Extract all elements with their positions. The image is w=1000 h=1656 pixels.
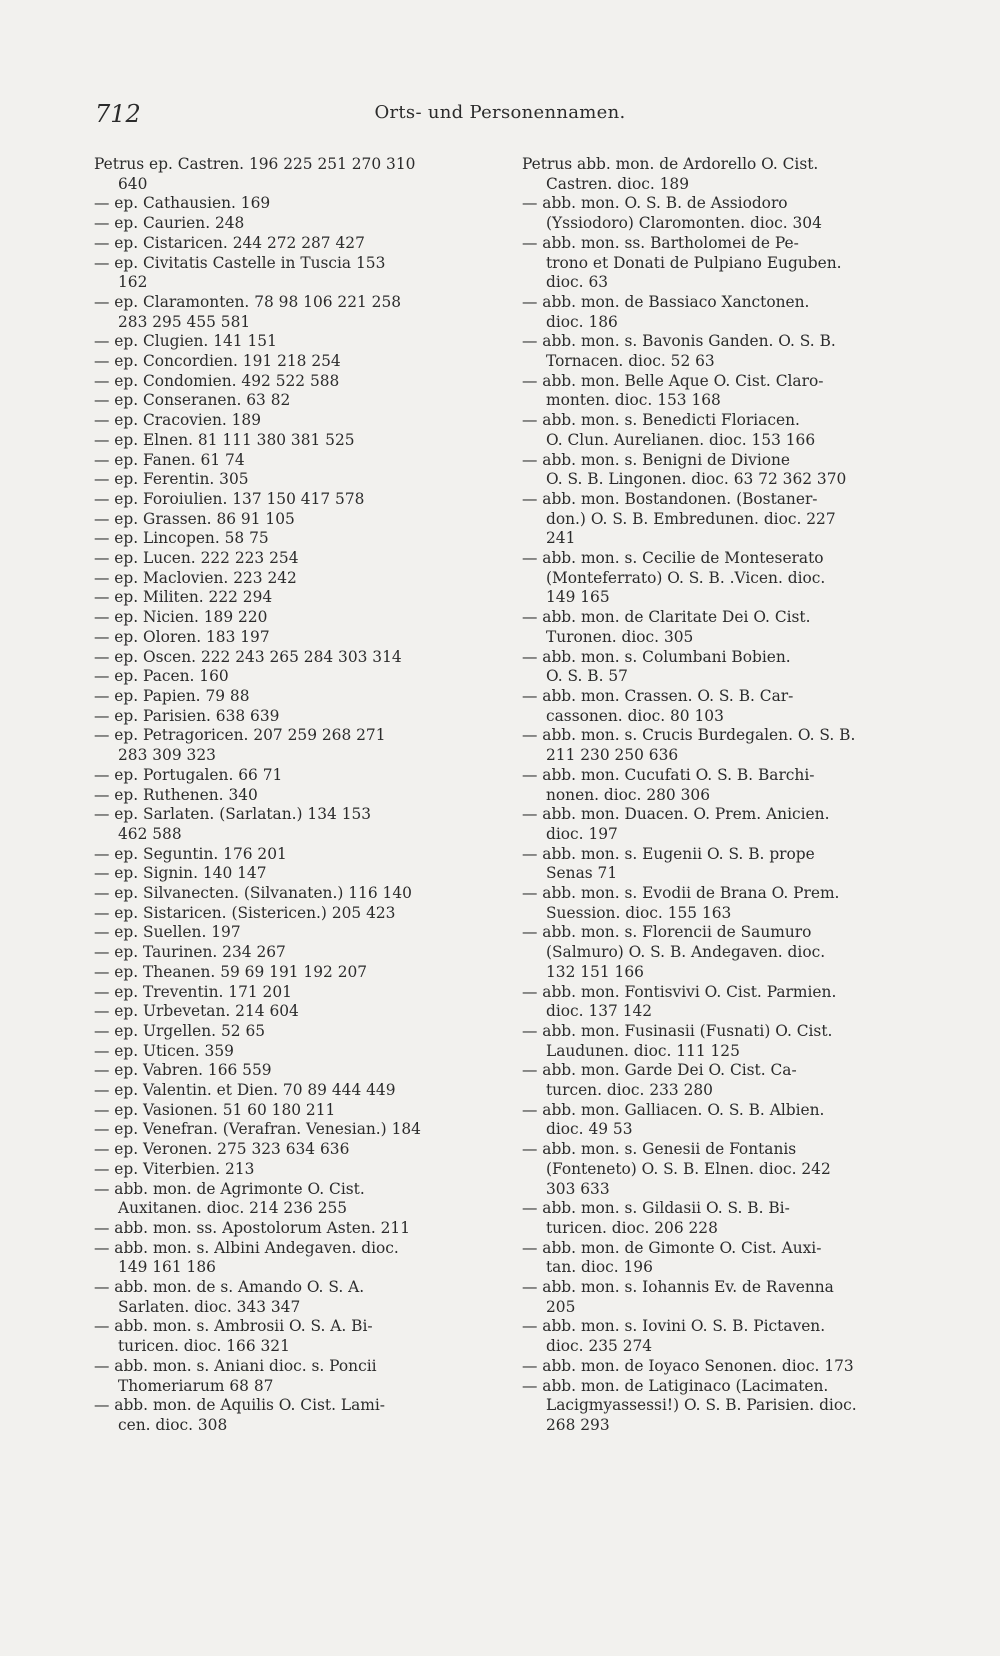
index-entry-line: — ep. Vabren. 166 559 (94, 1061, 272, 1080)
index-entry-line: — abb. mon. de Aquilis O. Cist. Lami- (94, 1396, 385, 1415)
index-entry (94, 1278, 487, 1317)
index-entry-line: — abb. mon. s. Gildasii O. S. B. Bi- (522, 1199, 790, 1218)
index-entry-line: — ep. Concordien. 191 218 254 (94, 352, 341, 371)
index-entry (522, 1278, 922, 1317)
index-entry-line: — ep. Ferentin. 305 (94, 470, 249, 489)
index-entry-line: 162 (118, 273, 148, 292)
index-entry (94, 549, 487, 569)
index-entry-line: cen. dioc. 308 (118, 1416, 228, 1434)
index-entry (94, 608, 487, 628)
index-entry-line: don.) O. S. B. Embredunen. dioc. 227 (546, 509, 836, 528)
index-entry (94, 1002, 487, 1022)
index-entry (522, 1357, 922, 1377)
index-entry-line: — abb. mon. s. Evodii de Brana O. Prem. (522, 884, 840, 903)
index-entry-line: — abb. mon. s. Columbani Bobien. (522, 647, 791, 666)
index-entry-line: 205 (546, 1297, 576, 1316)
index-entry (94, 1357, 487, 1396)
index-entry-line: 303 633 (546, 1179, 610, 1198)
index-entry-line: — abb. mon. de Bassiaco Xanctonen. (522, 292, 810, 311)
index-entry (522, 1199, 922, 1238)
index-entry (94, 332, 487, 352)
index-entry-line: trono et Donati de Pulpiano Euguben. (546, 253, 842, 272)
index-entry (94, 1160, 487, 1180)
index-entry-line: dioc. 235 274 (546, 1337, 653, 1356)
index-entry (522, 805, 922, 844)
index-entry (522, 845, 922, 884)
index-entry (522, 648, 922, 687)
index-entry (94, 726, 487, 765)
index-entry (94, 667, 487, 687)
index-entry-line: nonen. dioc. 280 306 (546, 785, 710, 804)
index-entry (94, 569, 487, 589)
index-entry (94, 707, 487, 727)
index-entry (94, 864, 487, 884)
index-entry-line: — ep. Cistaricen. 244 272 287 427 (94, 233, 365, 252)
index-entry-line: Tornacen. dioc. 52 63 (546, 352, 715, 371)
index-entry (522, 983, 922, 1022)
index-entry (94, 845, 487, 865)
index-entry (94, 490, 487, 510)
index-entry (94, 431, 487, 451)
index-entry-line: — ep. Treventin. 171 201 (94, 982, 292, 1001)
index-entry-line: 132 151 166 (546, 962, 644, 981)
index-entry-line: — abb. mon. de Claritate Dei O. Cist. (522, 608, 811, 627)
index-entry-line: — ep. Claramonten. 78 98 106 221 258 (94, 292, 402, 311)
index-entry-line: — ep. Viterbien. 213 (94, 1159, 255, 1178)
index-entry (522, 766, 922, 805)
index-entry-line: — ep. Seguntin. 176 201 (94, 844, 287, 863)
index-entry-line: — abb. mon. de s. Amando O. S. A. (94, 1278, 365, 1297)
index-entry-line: — abb. mon. de Gimonte O. Cist. Auxi- (522, 1238, 822, 1257)
index-entry-line: — ep. Foroiulien. 137 150 417 578 (94, 489, 365, 508)
index-entry-line: — ep. Oloren. 183 197 (94, 627, 270, 646)
index-entry-line: dioc. 49 53 (546, 1120, 633, 1139)
index-entry-line: — ep. Uticen. 359 (94, 1041, 234, 1060)
index-entry (94, 1317, 487, 1356)
index-entry (522, 490, 922, 549)
index-entry (94, 1396, 487, 1435)
index-entry-line: turcen. dioc. 233 280 (546, 1081, 713, 1100)
index-entry-line: 149 165 (546, 588, 610, 607)
index-entry (94, 372, 487, 392)
index-entry-line: — ep. Cracovien. 189 (94, 411, 262, 430)
index-entry-line: — ep. Sarlaten. (Sarlatan.) 134 153 (94, 805, 372, 824)
index-entry-line: — ep. Parisien. 638 639 (94, 706, 280, 725)
index-entry-line: — abb. mon. O. S. B. de Assiodoro (522, 194, 788, 213)
index-entry-line: dioc. 186 (546, 312, 618, 331)
index-entry-line: — abb. mon. s. Crucis Burdegalen. O. S. B. (522, 726, 856, 745)
index-entry-line: — ep. Lincopen. 58 75 (94, 529, 269, 548)
index-entry (94, 391, 487, 411)
index-entry-line: dioc. 63 (546, 273, 609, 292)
index-column-left (94, 155, 487, 1436)
index-entry-line: — abb. mon. Crassen. O. S. B. Car- (522, 686, 794, 705)
index-entry-line: O. S. B. 57 (546, 667, 628, 686)
index-entry (94, 904, 487, 924)
index-entry-line: 268 293 (546, 1416, 610, 1434)
index-entry-line: — abb. mon. s. Cecilie de Monteserato (522, 549, 824, 568)
index-entry-line: — ep. Papien. 79 88 (94, 686, 250, 705)
index-entry-line: — ep. Fanen. 61 74 (94, 450, 245, 469)
index-entry (522, 884, 922, 923)
index-entry-line: — abb. mon. ss. Apostolorum Asten. 211 (94, 1218, 410, 1237)
index-entry (522, 1022, 922, 1061)
index-entry-line: — ep. Theanen. 59 69 191 192 207 (94, 962, 368, 981)
index-entry-line: — ep. Venefran. (Verafran. Venesian.) 184 (94, 1120, 421, 1139)
index-entry (94, 983, 487, 1003)
index-entry (94, 766, 487, 786)
index-entry (522, 155, 922, 194)
index-entry-line: — abb. mon. Duacen. O. Prem. Anicien. (522, 805, 830, 824)
index-entry-line: — ep. Nicien. 189 220 (94, 608, 268, 627)
index-entry (94, 805, 487, 844)
index-entry-line: cassonen. dioc. 80 103 (546, 706, 724, 725)
index-entry-line: — abb. mon. s. Iovini O. S. B. Pictaven. (522, 1317, 826, 1336)
index-entry-line: — abb. mon. s. Ambrosii O. S. A. Bi- (94, 1317, 373, 1336)
index-entry-line: (Salmuro) O. S. B. Andegaven. dioc. (546, 943, 826, 962)
index-entry-line: — ep. Oscen. 222 243 265 284 303 314 (94, 647, 402, 666)
index-entry-line: — ep. Urgellen. 52 65 (94, 1021, 266, 1040)
index-entry-line: turicen. dioc. 206 228 (546, 1218, 718, 1237)
index-entry-line: — ep. Grassen. 86 91 105 (94, 509, 295, 528)
index-column-right (522, 155, 922, 1436)
index-entry-line: Thomeriarum 68 87 (118, 1376, 274, 1395)
index-entry-line: — ep. Sistaricen. (Sistericen.) 205 423 (94, 903, 396, 922)
index-entry-line: — abb. mon. s. Benedicti Floriacen. (522, 411, 800, 430)
index-entry-line: — ep. Urbevetan. 214 604 (94, 1002, 299, 1021)
index-entry-line: dioc. 137 142 (546, 1002, 653, 1021)
index-entry-line: 640 (118, 174, 148, 193)
index-entry-line: — ep. Lucen. 222 223 254 (94, 549, 299, 568)
index-entry (94, 588, 487, 608)
index-entry-line: 241 (546, 529, 576, 548)
index-entry-line: — abb. mon. s. Iohannis Ev. de Ravenna (522, 1278, 834, 1297)
index-entry-line: Petrus ep. Castren. 196 225 251 270 310 (94, 155, 416, 173)
index-entry (94, 963, 487, 983)
index-entry-line: O. Clun. Aurelianen. dioc. 153 166 (546, 430, 816, 449)
index-entry (94, 510, 487, 530)
index-entry-line: dioc. 197 (546, 824, 618, 843)
index-entry-line: 283 295 455 581 (118, 312, 251, 331)
index-entry-line: (Fonteneto) O. S. B. Elnen. dioc. 242 (546, 1159, 831, 1178)
index-entry-line: — ep. Maclovien. 223 242 (94, 568, 297, 587)
index-entry-line: Auxitanen. dioc. 214 236 255 (118, 1199, 348, 1218)
index-entry (94, 1239, 487, 1278)
index-entry-line: — ep. Silvanecten. (Silvanaten.) 116 140 (94, 884, 412, 903)
index-entry (522, 332, 922, 371)
index-entry-line: — abb. mon. s. Genesii de Fontanis (522, 1140, 797, 1159)
index-entry (522, 234, 922, 293)
index-entry (94, 293, 487, 332)
index-entry-line: — ep. Valentin. et Dien. 70 89 444 449 (94, 1081, 396, 1100)
index-entry-line: 462 588 (118, 824, 182, 843)
index-entry (94, 1180, 487, 1219)
running-title: Orts- und Personennamen. (374, 102, 626, 123)
index-entry-line: 149 161 186 (118, 1258, 216, 1277)
index-entry-line: — abb. mon. s. Bavonis Ganden. O. S. B. (522, 332, 836, 351)
index-entry (94, 411, 487, 431)
index-entry-line: — ep. Petragoricen. 207 259 268 271 (94, 726, 386, 745)
index-entry-line: Laudunen. dioc. 111 125 (546, 1041, 740, 1060)
index-entry-line: 283 309 323 (118, 746, 216, 765)
index-entry-line: — ep. Elnen. 81 111 380 381 525 (94, 430, 355, 449)
index-entry (522, 1317, 922, 1356)
index-entry (522, 608, 922, 647)
index-entry (94, 194, 487, 214)
index-entry-line: turicen. dioc. 166 321 (118, 1337, 290, 1356)
index-entry (94, 628, 487, 648)
index-entry-line: O. S. B. Lingonen. dioc. 63 72 362 370 (546, 470, 847, 489)
index-entry-line: Lacigmyassessi!) O. S. B. Parisien. dioc. (546, 1396, 857, 1415)
index-entry (94, 648, 487, 668)
index-entry (94, 214, 487, 234)
index-entry-line: — ep. Civitatis Castelle in Tuscia 153 (94, 253, 386, 272)
index-entry-line: — abb. mon. de Latiginaco (Lacimaten. (522, 1376, 829, 1395)
index-entry-line: — abb. mon. ss. Bartholomei de Pe- (522, 233, 799, 252)
index-entry (94, 352, 487, 372)
index-entry-line: — ep. Vasionen. 51 60 180 211 (94, 1100, 336, 1119)
index-entry-line: — abb. mon. s. Albini Andegaven. dioc. (94, 1238, 399, 1257)
index-entry-line: — abb. mon. s. Benigni de Divione (522, 450, 791, 469)
index-entry-line: — abb. mon. s. Eugenii O. S. B. prope (522, 844, 815, 863)
index-entry-line: — ep. Pacen. 160 (94, 667, 229, 686)
index-entry-line: — ep. Ruthenen. 340 (94, 785, 258, 804)
index-entry-line: (Yssiodoro) Claromonten. dioc. 304 (546, 214, 822, 233)
index-entry-line: — abb. mon. Fontisvivi O. Cist. Parmien. (522, 982, 837, 1001)
index-entry (522, 1061, 922, 1100)
index-entry (94, 1140, 487, 1160)
index-entry-line: — abb. mon. s. Florencii de Saumuro (522, 923, 812, 942)
index-entry-line: — ep. Conseranen. 63 82 (94, 391, 291, 410)
index-entry (94, 1061, 487, 1081)
index-entry-line: — ep. Clugien. 141 151 (94, 332, 277, 351)
index-entry (94, 155, 487, 194)
index-entry-line: — abb. mon. s. Aniani dioc. s. Poncii (94, 1356, 377, 1375)
index-entry (94, 1042, 487, 1062)
index-entry-line: — abb. mon. Fusinasii (Fusnati) O. Cist. (522, 1021, 833, 1040)
index-entry-line: — ep. Suellen. 197 (94, 923, 241, 942)
index-entry (94, 1101, 487, 1121)
page-number: 712 (95, 100, 141, 128)
index-entry (522, 411, 922, 450)
index-entry-line: — abb. mon. Bostandonen. (Bostaner- (522, 489, 818, 508)
index-entry-line: — abb. mon. Galliacen. O. S. B. Albien. (522, 1100, 825, 1119)
index-entry-line: Castren. dioc. 189 (546, 174, 690, 193)
index-entry-line: (Monteferrato) O. S. B. .Vicen. dioc. (546, 568, 826, 587)
index-entry (94, 943, 487, 963)
index-entry-line: — ep. Taurinen. 234 267 (94, 943, 286, 962)
index-entry-line: — abb. mon. Cucufati O. S. B. Barchi- (522, 765, 815, 784)
index-entry (94, 254, 487, 293)
index-entry (94, 470, 487, 490)
index-entry-line: — ep. Caurien. 248 (94, 214, 245, 233)
index-entry-line: — ep. Condomien. 492 522 588 (94, 371, 340, 390)
index-entry-line: — ep. Portugalen. 66 71 (94, 765, 283, 784)
index-entry-line: tan. dioc. 196 (546, 1258, 653, 1277)
index-entry (522, 293, 922, 332)
index-entry-line: Petrus abb. mon. de Ardorello O. Cist. (522, 155, 819, 173)
index-entry (522, 687, 922, 726)
index-entry (522, 1377, 922, 1436)
index-entry-line: — abb. mon. de Agrimonte O. Cist. (94, 1179, 365, 1198)
index-entry (522, 451, 922, 490)
index-entry (94, 884, 487, 904)
index-entry-line: — ep. Signin. 140 147 (94, 864, 267, 883)
index-entry (94, 1219, 487, 1239)
index-entry-line: — ep. Veronen. 275 323 634 636 (94, 1140, 350, 1159)
index-entry-line: — abb. mon. de Ioyaco Senonen. dioc. 173 (522, 1356, 854, 1375)
index-entry (522, 923, 922, 982)
index-entry (94, 923, 487, 943)
index-entry (522, 372, 922, 411)
index-entry-line: — abb. mon. Garde Dei O. Cist. Ca- (522, 1061, 797, 1080)
index-entry (522, 549, 922, 608)
index-entry (522, 194, 922, 233)
index-entry (94, 786, 487, 806)
index-entry-line: — ep. Militen. 222 294 (94, 588, 273, 607)
index-entry (94, 1120, 487, 1140)
index-entry (522, 1101, 922, 1140)
index-entry (94, 234, 487, 254)
index-entry-line: monten. dioc. 153 168 (546, 391, 721, 410)
index-entry-line: 211 230 250 636 (546, 746, 679, 765)
index-entry (94, 1022, 487, 1042)
index-entry-line: Sarlaten. dioc. 343 347 (118, 1297, 301, 1316)
index-entry-line: Turonen. dioc. 305 (546, 627, 694, 646)
index-entry-line: Senas 71 (546, 864, 618, 883)
index-entry-line: Suession. dioc. 155 163 (546, 903, 732, 922)
index-entry (522, 1140, 922, 1199)
index-entry (94, 687, 487, 707)
index-entry-line: — abb. mon. Belle Aque O. Cist. Claro- (522, 371, 824, 390)
index-entry (94, 1081, 487, 1101)
index-entry (94, 451, 487, 471)
index-entry (522, 726, 922, 765)
index-entry-line: — ep. Cathausien. 169 (94, 194, 271, 213)
index-entry (94, 529, 487, 549)
index-entry (522, 1239, 922, 1278)
